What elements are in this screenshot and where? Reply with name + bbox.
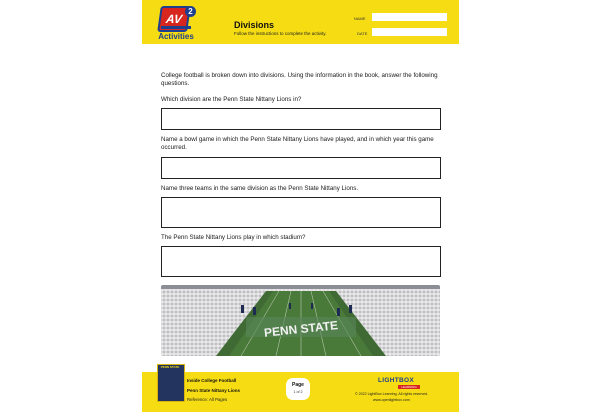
- av2-logo-superscript: 2: [185, 6, 196, 17]
- date-field[interactable]: [372, 28, 447, 36]
- lightbox-logo: LIGHTBOX: [378, 377, 414, 384]
- intro-text: College football is broken down into divisions. Using the information in the book, answer the following questions.: [161, 72, 438, 87]
- answer-box-2[interactable]: [161, 157, 441, 179]
- book-cover-thumbnail: [157, 364, 185, 402]
- page-title: Divisions: [234, 20, 275, 30]
- stadium-photo: [161, 285, 440, 356]
- av2-logo-badge: AV: [157, 6, 191, 32]
- book-title: Penn State Nittany Lions: [187, 388, 241, 393]
- lightbox-learning-tag: LEARNING: [398, 385, 420, 389]
- answer-box-4[interactable]: [161, 246, 441, 277]
- question-2: Name a bowl game in which the Penn State Nittany Lions have played, and in which year this game occurred.: [161, 136, 434, 151]
- question-3: Name three teams in the same division as the Penn State Nittany Lions.: [161, 185, 359, 192]
- name-label: NAME: [354, 16, 366, 21]
- field-lettering: PENN STATE: [263, 318, 339, 340]
- av2-logo-tag: [161, 26, 191, 29]
- copyright-text: © 2022 LightBox Learning. All rights reserved.: [355, 392, 429, 396]
- series-title: Inside College Football: [187, 378, 237, 383]
- header-bar: [142, 0, 459, 44]
- worksheet-page: [142, 0, 459, 412]
- page-label: Page: [292, 382, 304, 388]
- answer-box-1[interactable]: [161, 108, 441, 130]
- website-link[interactable]: www.openlightbox.com: [373, 398, 410, 402]
- book-cover-title: PENN STATE: [160, 365, 180, 369]
- stadium-illustration: [161, 285, 440, 356]
- page-indicator: [286, 378, 310, 400]
- question-4: The Penn State Nittany Lions play in which stadium?: [161, 234, 306, 241]
- date-label: DATE: [357, 31, 368, 36]
- question-1: Which division are the Penn State Nittany Lions in?: [161, 96, 302, 103]
- activities-label: Activities: [158, 32, 194, 41]
- page-number: 1 of 2: [293, 390, 303, 394]
- reference-text: Reference: All Pages: [187, 397, 228, 402]
- name-field[interactable]: [372, 13, 447, 21]
- page-subtitle: Follow the instructions to complete the activity.: [234, 31, 327, 36]
- av2-logo: [149, 4, 201, 32]
- answer-box-3[interactable]: [161, 197, 441, 228]
